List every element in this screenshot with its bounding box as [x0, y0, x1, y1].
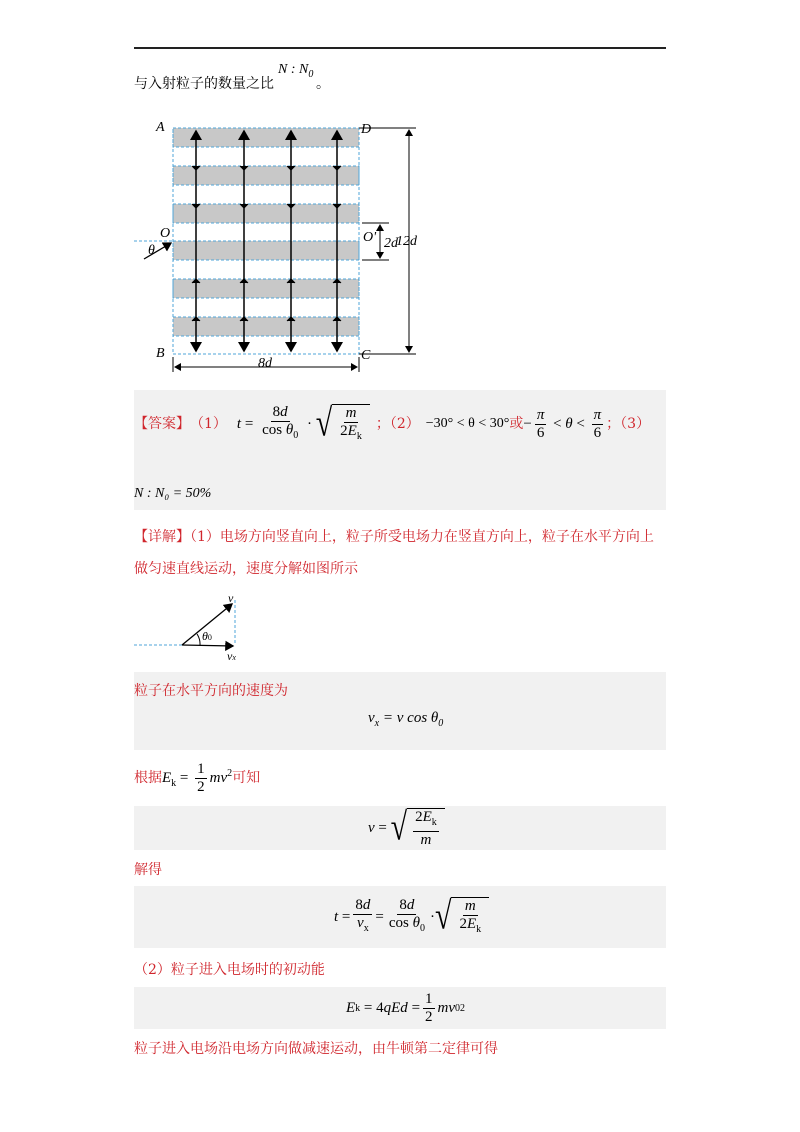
intro-text: 与入射粒子的数量之比	[134, 76, 274, 92]
answer-line	[134, 396, 650, 452]
answer-part1: （1）	[190, 416, 227, 432]
field-region-figure	[134, 115, 434, 377]
explain-p5: （2）粒子进入电场时的初动能	[134, 962, 325, 978]
explain-line2: 做匀速直线运动，速度分解如图所示	[134, 561, 358, 577]
label-B: B	[156, 346, 165, 361]
fig-v-label: v	[228, 591, 234, 605]
explain-p6: 粒子进入电场沿电场方向做减速运动，由牛顿第二定律可得	[134, 1041, 498, 1057]
explain-line1: 【详解】（1）电场方向竖直向上，粒子所受电场力在竖直方向上，粒子在水平方向上	[134, 529, 654, 545]
answer-ineq-deg: −30° < θ < 30°	[425, 416, 510, 431]
fig-vx-label: vx	[227, 649, 236, 663]
answer-formula-t: t = $\frac{8d}{\cos \theta_0}$ · √ $\frac{m}{2E_k}$	[237, 404, 370, 445]
intro-period: 。	[316, 76, 330, 92]
explain-p2: 粒子在水平方向的速度为	[134, 683, 288, 699]
formula-v: v = √ $\frac{2E_k}{m}$	[368, 808, 445, 848]
label-theta: θ	[148, 243, 155, 258]
label-O-prime: O'	[363, 230, 377, 245]
header-rule	[134, 47, 666, 49]
answer-result3: N : N₀ = 50%	[134, 486, 212, 501]
explain-p3: 根据 $E_k$ = $\frac{1}{2}$ $mv^2$ 可知	[134, 760, 261, 795]
intro-ratio: N : $N_0$	[278, 62, 314, 80]
answer-ineq-rad: − $\frac{\pi}{6}$ < θ < $\frac{\pi}{6}$	[523, 406, 602, 441]
label-O: O	[160, 226, 171, 241]
label-8d: 8d	[258, 356, 272, 371]
label-2d: 2d	[384, 236, 398, 251]
velocity-decomposition-figure	[134, 590, 254, 664]
fig-theta-label: θ0	[202, 629, 212, 643]
answer-or: 或	[509, 416, 524, 432]
answer-sep1: ；（2）	[375, 416, 420, 432]
formula-t-solved: t = $\frac{8d}{v_x}$ = $\frac{8d}{\cos \theta_0}$ · √ $\frac{m}{2E_k}$	[334, 892, 489, 942]
explain-p4: 解得	[134, 862, 162, 878]
formula-ek0: E k = 4 qEd = $\frac{1}{2}$ mv 0 2	[346, 990, 466, 1025]
answer-sep2: ；（3）	[606, 416, 651, 432]
label-C: C	[361, 348, 371, 363]
formula-ek: $E_k$ = $\frac{1}{2}$ $mv^2$	[162, 760, 233, 795]
answer-tag: 【答案】	[134, 416, 190, 432]
label-A: A	[156, 120, 165, 135]
explain-tag: 【详解】	[134, 529, 190, 545]
formula-vx: $v_x = v$ $\cos \theta_0$	[368, 710, 444, 729]
label-12d: 12d	[396, 234, 417, 249]
shaded-bands	[173, 128, 359, 336]
label-D: D	[361, 122, 372, 137]
intro-line	[134, 74, 274, 94]
